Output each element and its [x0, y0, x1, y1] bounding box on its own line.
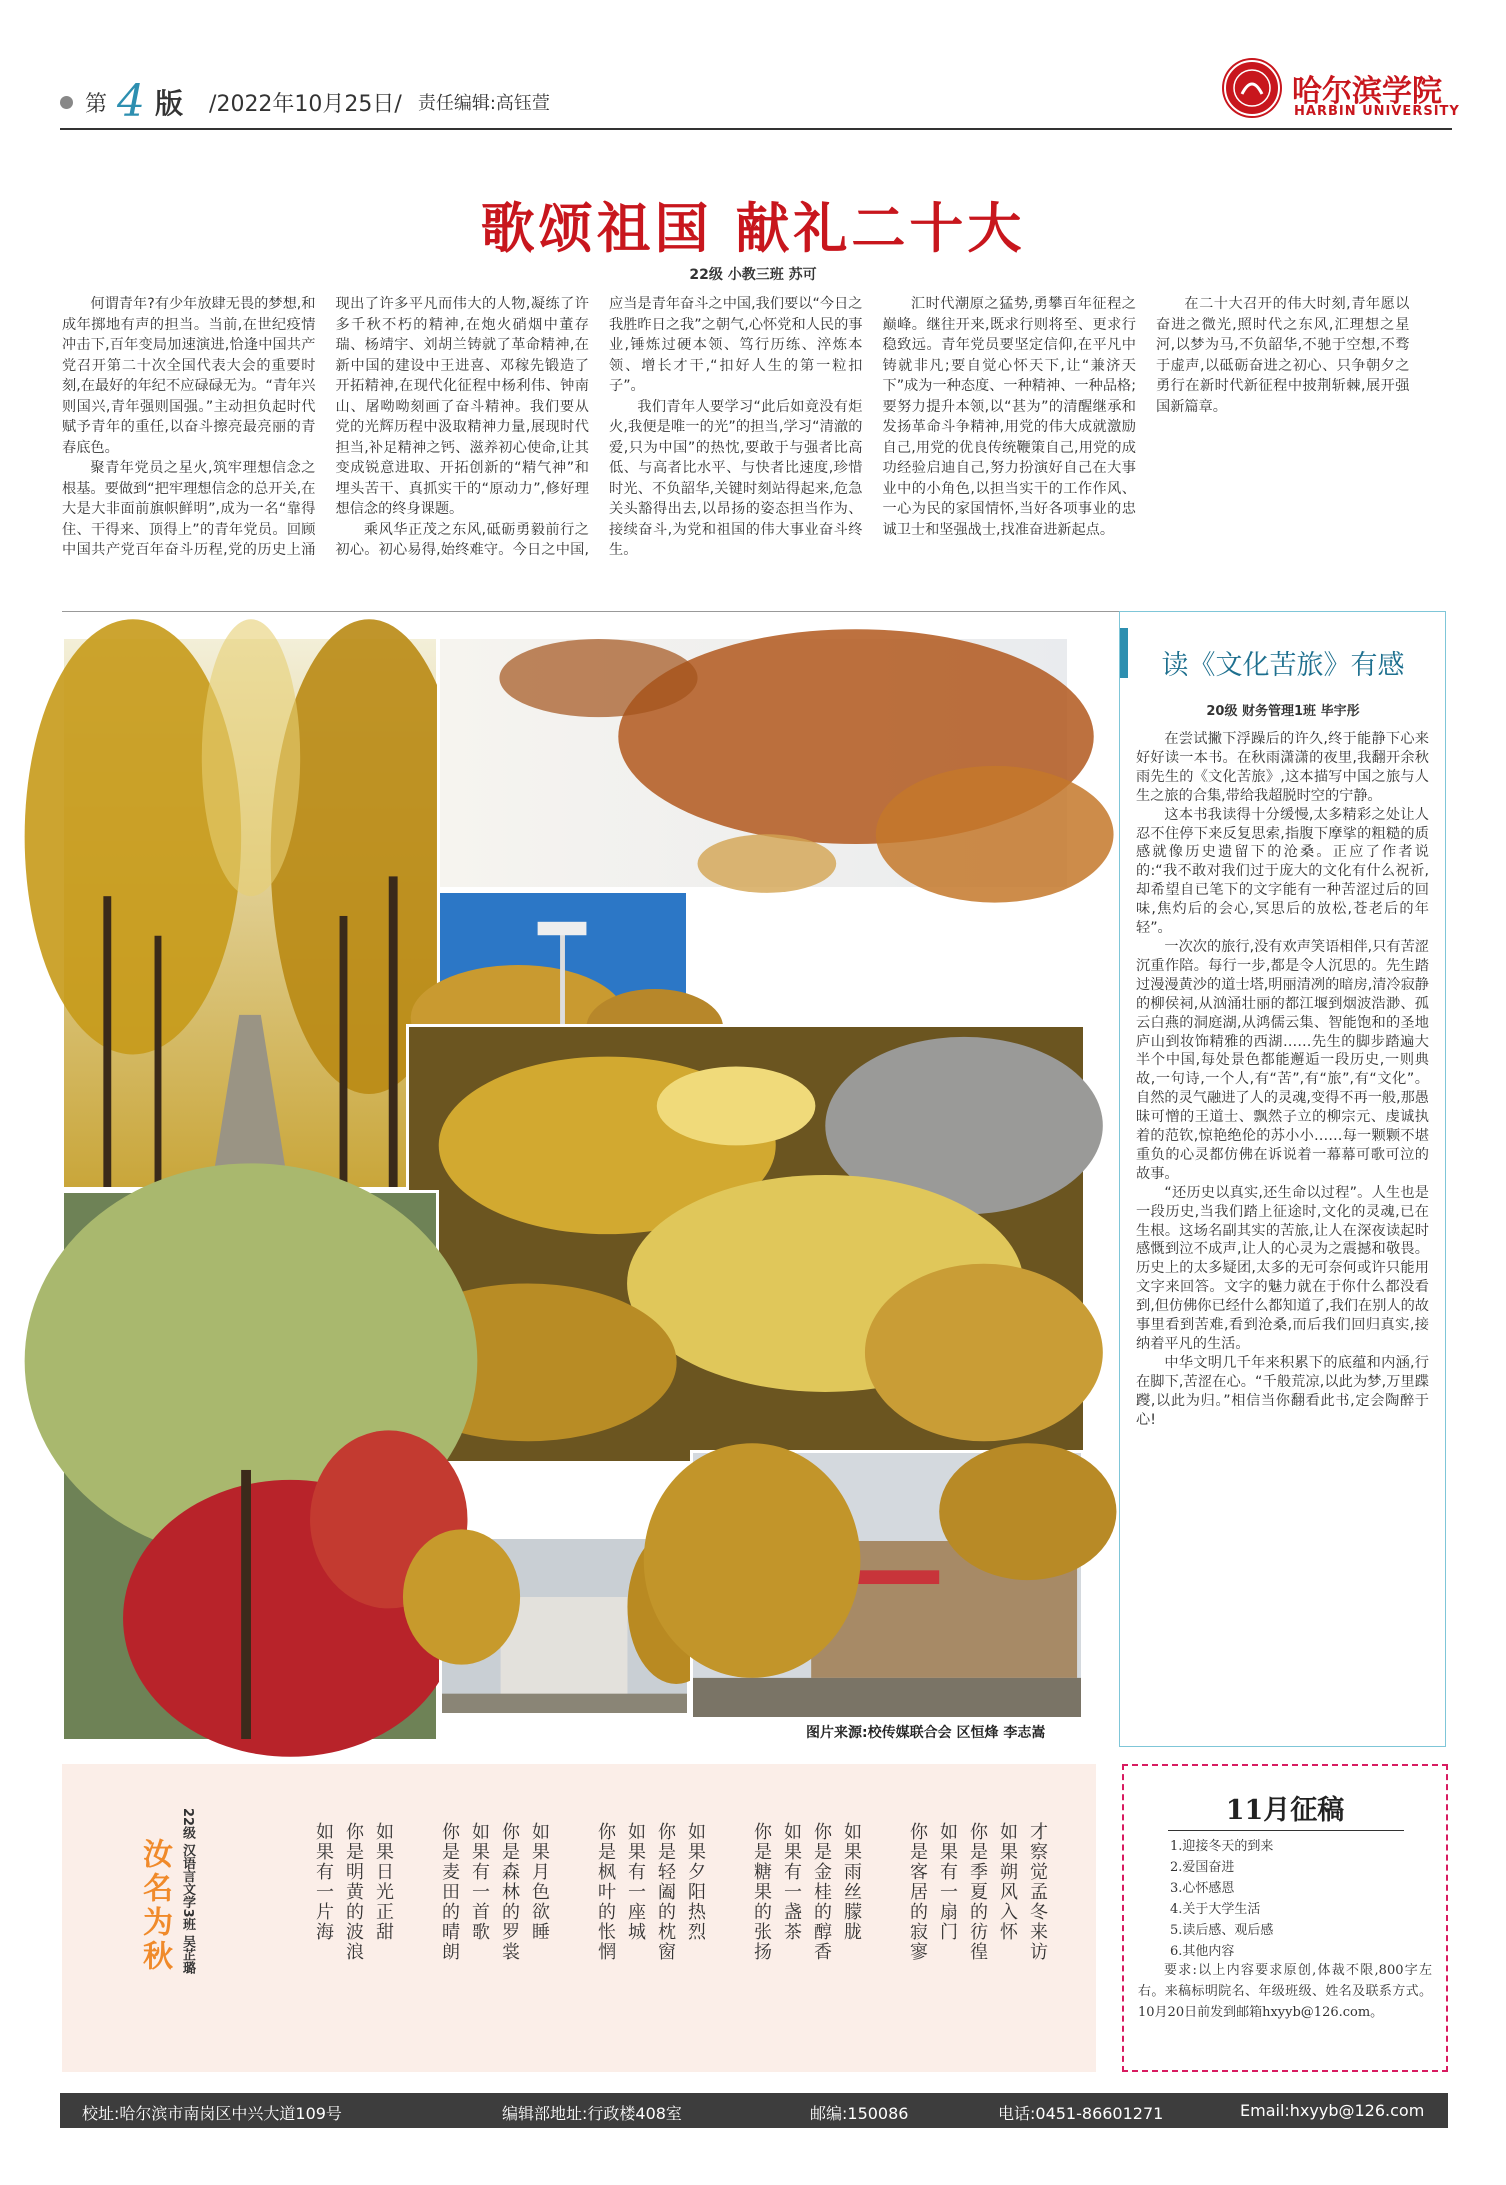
phone: 电话:0451-86601271 [998, 2104, 1164, 2123]
photo-credit: 图片来源:校传媒联合会 区恒烽 李志嵩 [806, 1725, 1046, 1741]
photo-willow-red-leaves [61, 1190, 439, 1742]
poem-line: 如果日光正甜 [373, 1822, 394, 1942]
side-paragraph: 这本书我读得十分缓慢,太多精彩之处让人忍不住停下来反复思索,指腹下摩挲的粗糙的质感就像历史遗留下的沧桑。正应了作者说的:“我不敢对我们过于庞大的文化有什么祝祈,却希望自已笔下的文字能有一种苦涩过后的回味,焦灼后的会心,冥思后的放松,苍老后的年轻”。 [1136, 806, 1429, 937]
side-article-byline: 20级 财务管理1班 毕宇彤 [1206, 704, 1360, 719]
main-article-byline: 22级 小教三班 苏可 [689, 267, 817, 283]
poem-line: 你是枫叶的怅惘 [595, 1822, 616, 1962]
postcode: 邮编:150086 [810, 2104, 909, 2123]
article-paragraph: 聚青年党员之星火,筑牢理想信念之根基。要做到“把牢理想信念的总开关,在大是大非面前旗帜鲜明”,成为一名“靠得住、干得来、顶得上”的青年党员。回顾中国共产党百年奋斗历程,党的历史上涌现出了许多平凡而伟大的人物,凝练了许多千秋不朽的精神,在炮火硝烟中董存瑞、杨靖宇、刘胡兰铸就了革命精神,在新中国的建设中王进喜、邓稼先锻造了开拓精神,在现代化征程中杨利伟、钟南山、屠呦呦刻画了奋斗精神。我们要从党的光辉历程中汲取精神力量,展现时代担当,补足精神之钙、滋养初心使命,让其变成锐意进取、开拓创新的“精气神”和埋头苦干、真抓实干的“原动力”,修好理想信念的终身课题。 [62, 296, 589, 558]
poem-line: 你是麦田的晴朗 [439, 1822, 460, 1962]
university-name-en: HARBIN UNIVERSITY [1294, 104, 1460, 119]
poem-line: 才察觉孟冬来访 [1027, 1822, 1048, 1962]
edition-number: 4 [117, 76, 146, 127]
footer-bar [60, 2093, 1448, 2128]
poem-line: 如果夕阳热烈 [685, 1822, 706, 1942]
edition-suffix: 版 [155, 87, 184, 120]
photo-fallen-leaves [406, 1024, 1086, 1464]
office-address: 编辑部地址:行政楼408室 [502, 2104, 682, 2123]
poem-line: 如果雨丝朦胧 [841, 1822, 862, 1942]
edition-header [60, 76, 550, 127]
article-paragraph: 我们青年人要学习“此后如竟没有炬火,我便是唯一的光”的担当,学习“清澈的爱,只为中国”的热忱,要敢于与强者比高低、与高者比水平、与快者比速度,珍惜时光、不负韶华,关键时刻站得起来,危急关头豁得出去,以昂扬的姿态担当作为、接续奋斗,为党和祖国的伟大事业奋斗终生。 [609, 398, 863, 558]
photo-library-entrance [690, 1450, 1084, 1720]
side-article-title: 读《文化苦旅》有感 [1161, 650, 1405, 681]
call-topic-list [1170, 1836, 1273, 1962]
bullet-dot-icon [60, 96, 73, 109]
side-paragraph: 中华文明几千年来积累下的底蕴和内涵,行在脚下,苦涩在心。“千般荒凉,以此为梦,万里蹀躞,以此为归。”相信当你翻看此书,定会陶醉于心! [1136, 1354, 1429, 1428]
poem-line: 如果有一扇门 [937, 1822, 958, 1942]
poem-line: 你是明黄的波浪 [343, 1822, 364, 1962]
call-title: 11月征稿 [1225, 1795, 1345, 1826]
call-requirements: 要求:以上内容要求原创,体裁不限,800字左右。来稿标明院名、年级班级、姓名及联系方式。10月20日前发到邮箱hxyyb@126.com。 [1138, 1963, 1432, 2020]
photo-tree-lined-road [61, 636, 439, 1190]
section-divider [62, 611, 1122, 612]
issue-date: /2022年10月25日/ [209, 91, 402, 117]
poem-line: 你是金桂的醇香 [811, 1822, 832, 1962]
poem-line: 如果有一片海 [313, 1822, 334, 1942]
poem-line: 你是客居的寂寥 [907, 1822, 928, 1962]
header-rule [60, 128, 1452, 130]
poem-title: 汝名为秋 [137, 1838, 172, 1974]
school-address: 校址:哈尔滨市南岗区中兴大道109号 [82, 2104, 342, 2123]
university-name-cn: 哈尔滨学院 [1292, 74, 1442, 109]
call-topic: 1.迎接冬天的到来 [1170, 1839, 1274, 1854]
main-article-body [62, 294, 1410, 576]
article-paragraph: 乘风华正茂之东风,砥砺勇毅前行之初心。初心易得,始终难守。今日之中国,应当是青年奋斗之中国,我们要以“今日之我胜昨日之我”之朝气,心怀党和人民的事业,锤炼过硬本领、笃行历练、淬炼本领、增长才干,“扣好人生的第一粒扣子”。 [335, 296, 863, 558]
poem-line: 你是森林的罗裳 [499, 1822, 520, 1962]
photo-autumn-branches [437, 636, 1070, 890]
side-paragraph: 在尝试撇下浮躁后的许久,终于能静下心来好好读一本书。在秋雨潇潇的夜里,我翻开余秋雨先生的《文化苦旅》,这本描写中国之旅与人生之旅的合集,带给我超脱时空的宁静。 [1136, 731, 1429, 804]
poem-line: 你是糖果的张扬 [751, 1822, 772, 1962]
edition-prefix: 第 [85, 91, 108, 117]
side-paragraph: 一次次的旅行,没有欢声笑语相伴,只有苦涩沉重作陪。每行一步,都是令人沉思的。先生踏过漫漫黄沙的道士塔,明丽清冽的暗房,清冷寂静的柳侯祠,从汹涌壮丽的都江堰到烟波浩渺、孤云白燕的洞庭湖,从鸿儒云集、智能饱和的圣地庐山到妆饰精雅的西湖……先生的脚步踏遍大半个中国,每处景色都能邂逅一段历史,一则典故,一句诗,一个人,有“苦”,有“旅”,有“文化”。自然的灵气融进了人的灵魂,变得不再一般,那愚昧可憎的王道士、飘然子立的柳宗元、虔诚执着的范钦,惊艳绝伦的苏小小……每一颗颗不堪重负的心灵都仿佛在诉说着一幕幕可歌可泣的故事。 [1136, 938, 1429, 1182]
call-topic: 5.读后感、观后感 [1170, 1923, 1274, 1938]
call-topic: 4.关于大学生活 [1170, 1902, 1261, 1917]
call-topic: 3.心怀感恩 [1170, 1881, 1235, 1896]
article-paragraph: 汇时代潮原之猛势,勇攀百年征程之巅峰。继往开来,既求行则将至、更求行稳致远。青年党员要坚定信仰,在平凡中铸就非凡;要自觉心怀天下,让“兼济天下”成为一种态度、一种精神、一种品格;要努力提升本领,以“甚为”的清醒继承和发扬革命斗争精神,用党的伟大成就激励自己,用党的优良传统鞭策自己,用党的成功经验启迪自己,努力扮演好自己在大事业中的小角色,以担当实干的工作作风、一心为民的家国情怀,当好各项事业的忠诚卫士和坚强战士,找准奋进新起点。 [882, 296, 1136, 538]
poem-line: 你是季夏的彷徨 [967, 1822, 988, 1962]
poem-byline: 22级 汉语言文学3班 吴芷璐 [180, 1808, 195, 1975]
editor: 责任编辑:高钰萱 [417, 93, 550, 114]
article-paragraph: 何谓青年?有少年放肆无畏的梦想,和成年掷地有声的担当。当前,在世纪疫情冲击下,百年变局加速演进,恰逢中国共产党召开第二十次全国代表大会的重要时刻,在最好的年纪不应碌碌无为。“青年兴则国兴,青年强则国强。”主动担负起时代赋予青年的重任,以奋斗擦亮最亮丽的青春底色。 [62, 296, 316, 456]
poem-line: 如果有一盏茶 [781, 1822, 802, 1942]
university-seal-icon [1222, 58, 1282, 118]
call-topic: 6.其他内容 [1170, 1944, 1235, 1959]
email: Email:hxyyb@126.com [1240, 2101, 1425, 2120]
poem-line: 你是轻阖的枕窗 [655, 1822, 676, 1962]
poem-line: 如果有一座城 [625, 1822, 646, 1942]
side-article-body [1136, 730, 1429, 1734]
main-article-title: 歌颂祖国 献礼二十大 [480, 196, 1026, 260]
poem-line: 如果朔风入怀 [997, 1822, 1018, 1942]
article-paragraph: 在二十大召开的伟大时刻,青年愿以奋进之微光,照时代之东风,汇理想之星河,以梦为马,不负韶华,不驰于空想,不骛于虚声,以砥砺奋进之初心、只争朝夕之勇行在新时代新征程中披荆斩棘,展开强国新篇章。 [1156, 296, 1410, 415]
poem-line: 如果有一首歌 [469, 1822, 490, 1942]
side-paragraph: “还历史以真实,还生命以过程”。人生也是一段历史,当我们踏上征途时,文化的灵魂,已在生根。这场名副其实的苦旅,让人在深夜读起时感慨到泣不成声,让人的心灵为之震撼和敬畏。历史上的太多疑团,太多的无可奈何或许只能用文字来回答。文字的魅力就在于你什么都没看到,但仿佛你已经什么都知道了,我们在别人的故事里看到苦难,看到沧桑,而后我们回归真实,接纳着平凡的生活。 [1136, 1184, 1429, 1352]
poem-lines [232, 1822, 1052, 2062]
photo-floodlight-pole [437, 890, 689, 1040]
call-topic: 2.爱国奋进 [1170, 1860, 1235, 1875]
call-title-rule [1168, 1830, 1404, 1831]
poem-line: 如果月色欲睡 [529, 1822, 550, 1942]
